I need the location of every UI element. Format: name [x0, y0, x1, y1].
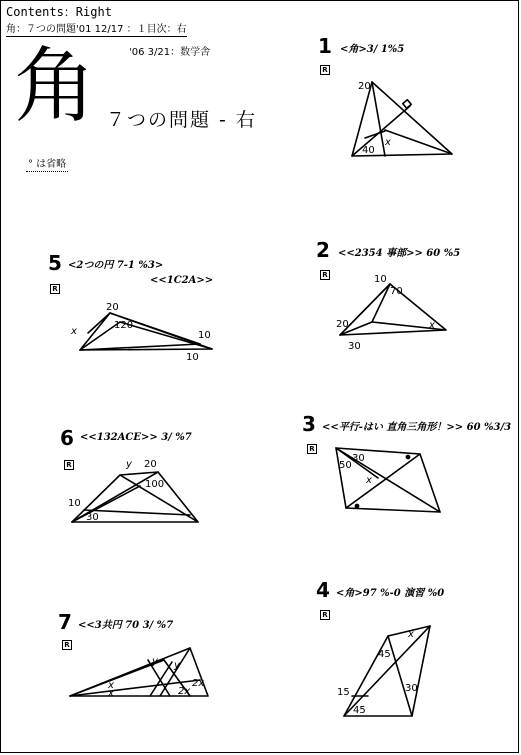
- document-title: ７つの問題 - 右: [106, 109, 257, 131]
- p6-label-30: 30: [86, 512, 99, 523]
- p6-label-20: 20: [144, 459, 157, 470]
- problem-5-figure: [70, 302, 212, 363]
- p3-label-30: 30: [352, 453, 365, 464]
- p4-label-30: 30: [405, 683, 418, 694]
- p2-label-20: 20: [336, 319, 349, 330]
- problem-2-mark: R: [320, 270, 330, 280]
- problem-7-number: 7: [58, 610, 72, 634]
- p1-label-20: 20: [358, 81, 371, 92]
- problem-4-figure: [337, 626, 430, 716]
- problem-4-mark: R: [320, 610, 330, 620]
- problem-5-mark: R: [50, 284, 60, 294]
- contents-title: Contents：Right: [6, 5, 112, 19]
- p2-label-30: 30: [348, 341, 361, 352]
- problem-3-figure: [336, 448, 440, 512]
- problem-6-figure: [68, 459, 198, 523]
- header-subtitle: 角：７つの問題'01 12/17 ：１目次：右: [6, 20, 187, 37]
- p7-label-y1: y: [152, 656, 158, 667]
- problem-1-mark: R: [320, 65, 330, 75]
- problem-6-heading: <<132ACE>> 3/ %7: [80, 432, 192, 443]
- p2-label-10: 10: [374, 274, 387, 285]
- p6-label-y: y: [126, 459, 132, 470]
- header-date: '06 3/21：数学舎: [129, 47, 211, 58]
- problem-7-mark: R: [62, 640, 72, 650]
- p5-label-x: x: [71, 326, 77, 337]
- problem-5-sub: <<1C2A>>: [150, 275, 214, 286]
- p4-label-45b: 45: [353, 705, 366, 716]
- p1-label-40: 40: [362, 145, 375, 156]
- problem-3-heading: <<平行-はい 直角三角形！>> 60 %3/3: [322, 422, 512, 433]
- degree-note: ° は省略: [26, 155, 68, 172]
- problem-3-number: 3: [302, 412, 316, 436]
- problem-6-mark: R: [64, 460, 74, 470]
- problem-1-heading: <角>3/ 1%5: [340, 44, 405, 55]
- problem-4-heading: <角>97 %-0 演習 %0: [336, 588, 445, 599]
- problem-6-number: 6: [60, 426, 74, 450]
- p7-label-x2: x: [108, 688, 114, 699]
- p3-label-x: x: [366, 475, 372, 486]
- p1-label-x: x: [385, 137, 391, 148]
- p4-label-15: 15: [337, 687, 350, 698]
- p6-label-10: 10: [68, 498, 81, 509]
- p7-label-y2: y: [174, 660, 180, 671]
- p5-label-120: 120: [114, 320, 134, 331]
- p3-label-50: 50: [339, 460, 352, 471]
- p5-label-20: 20: [106, 302, 119, 313]
- p7-label-x1: x: [108, 680, 114, 691]
- p7-label-2x-a: 2x: [192, 678, 205, 689]
- p5-label-10a: 10: [198, 330, 211, 341]
- problem-5-heading: <2つの円 7-1 %3>: [68, 260, 164, 271]
- p2-label-x: x: [429, 320, 435, 331]
- problem-5-number: 5: [48, 251, 62, 275]
- p4-label-x: x: [408, 629, 414, 640]
- problem-2-figure: [336, 274, 446, 352]
- problem-1-number: 1: [318, 34, 332, 58]
- problem-2-number: 2: [316, 238, 330, 262]
- problem-2-heading: <<2354 事部>> 60 %5: [338, 248, 461, 259]
- p5-label-10b: 10: [186, 352, 199, 363]
- problem-1-figure: [352, 81, 452, 156]
- p4-label-45a: 45: [378, 649, 391, 660]
- p7-label-2x-b: 2x: [178, 686, 191, 697]
- p6-label-100: 100: [145, 479, 165, 490]
- problem-7-figure: [70, 648, 208, 699]
- problem-7-heading: <<3共円 70 3/ %7: [78, 620, 174, 631]
- big-kanji: 角: [14, 39, 97, 134]
- problem-4-number: 4: [316, 578, 330, 602]
- p2-label-70: 70: [390, 286, 403, 297]
- problem-3-mark: R: [307, 444, 317, 454]
